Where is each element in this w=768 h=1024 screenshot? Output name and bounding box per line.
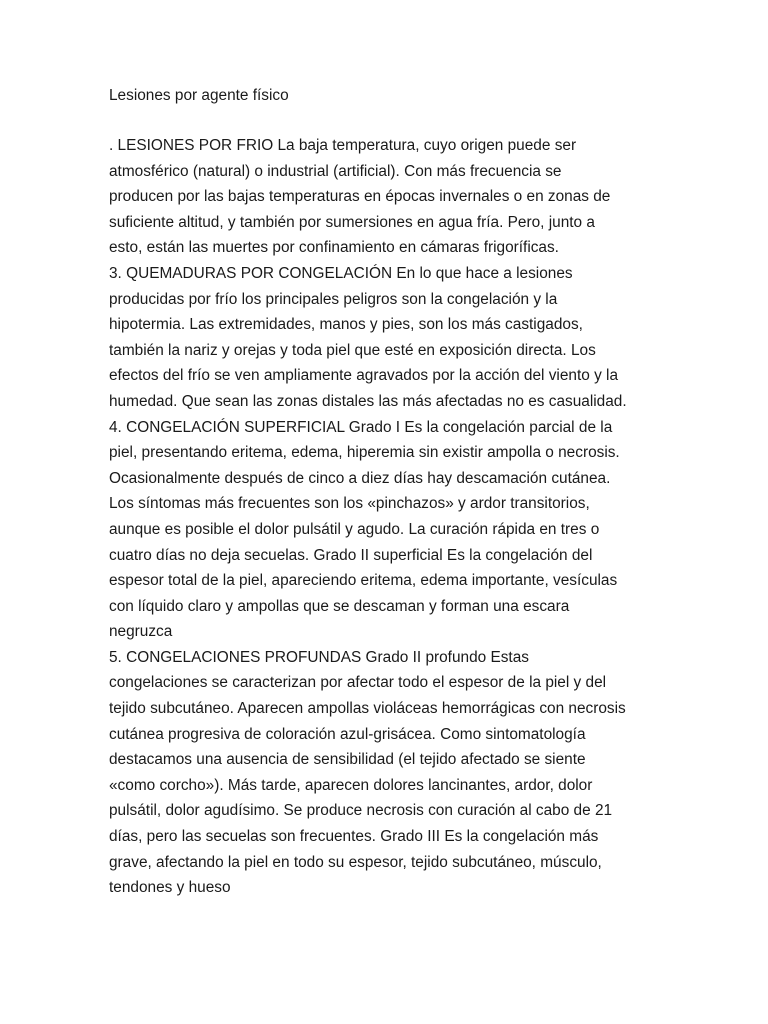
text-line: . LESIONES POR FRIO La baja temperatura, cuyo origen puede ser [109, 137, 577, 154]
text-line: atmosférico (natural) o industrial (artificial). Con más frecuencia se [109, 162, 562, 180]
text-line: hipotermia. Las extremidades, manos y pies, son los más castigados, [109, 316, 583, 334]
text-line: destacamos una ausencia de sensibilidad (el tejido afectado se siente [109, 751, 586, 769]
text-line: Los síntomas más frecuentes son los «pinchazos» y ardor transitorios, [109, 495, 590, 513]
text-line: efectos del frío se ven ampliamente agravados por la acción del viento y la [109, 367, 619, 385]
text-line: tejido subcutáneo. Aparecen ampollas violáceas hemorrágicas con necrosis [109, 700, 626, 718]
section-heading-line: 4. CONGELACIÓN SUPERFICIAL Grado I Es la congelación parcial de la [109, 418, 613, 436]
text-line: Ocasionalmente después de cinco a diez días hay descamación cutánea. [109, 469, 611, 487]
text-line: cuatro días no deja secuelas. Grado II superficial Es la congelación del [109, 546, 593, 564]
text-line: congelaciones se caracterizan por afectar todo el espesor de la piel y del [109, 674, 607, 692]
text-line: negruzca [109, 623, 173, 641]
text-line: «como corcho»). Más tarde, aparecen dolores lancinantes, ardor, dolor [109, 776, 593, 794]
text-line: grave, afectando la piel en todo su espesor, tejido subcutáneo, músculo, [109, 853, 602, 871]
text-line: producidas por frío los principales peligros son la congelación y la [109, 290, 558, 308]
text-line: producen por las bajas temperaturas en épocas invernales o en zonas de [109, 188, 611, 206]
text-line: cutánea progresiva de coloración azul-grisácea. Como sintomatología [109, 725, 586, 743]
section-heading-line: 5. CONGELACIONES PROFUNDAS Grado II profundo Estas [109, 648, 529, 666]
section-heading-line: 3. QUEMADURAS POR CONGELACIÓN En lo que hace a lesiones [109, 264, 573, 282]
text-line: humedad. Que sean las zonas distales las más afectadas no es casualidad. [109, 392, 627, 410]
text-line: con líquido claro y ampollas que se descaman y forman una escara [109, 597, 570, 615]
text-line: suficiente altitud, y también por sumersiones en agua fría. Pero, junto a [109, 213, 595, 231]
text-line: espesor total de la piel, apareciendo eritema, edema importante, vesículas [109, 572, 618, 590]
text-line: tendones y hueso [109, 879, 231, 897]
document-title: Lesiones por agente físico [109, 87, 289, 104]
text-line: piel, presentando eritema, edema, hiperemia sin existir ampolla o necrosis. [109, 444, 620, 462]
document-body [109, 133, 627, 901]
text-line: esto, están las muertes por confinamiento en cámaras frigoríficas. [109, 239, 559, 257]
text-line: días, pero las secuelas son frecuentes. Grado III Es la congelación más [109, 828, 599, 846]
text-line: también la nariz y orejas y toda piel que esté en exposición directa. Los [109, 341, 596, 359]
text-line: aunque es posible el dolor pulsátil y agudo. La curación rápida en tres o [109, 520, 600, 538]
text-line: pulsátil, dolor agudísimo. Se produce necrosis con curación al cabo de 21 [109, 802, 613, 820]
